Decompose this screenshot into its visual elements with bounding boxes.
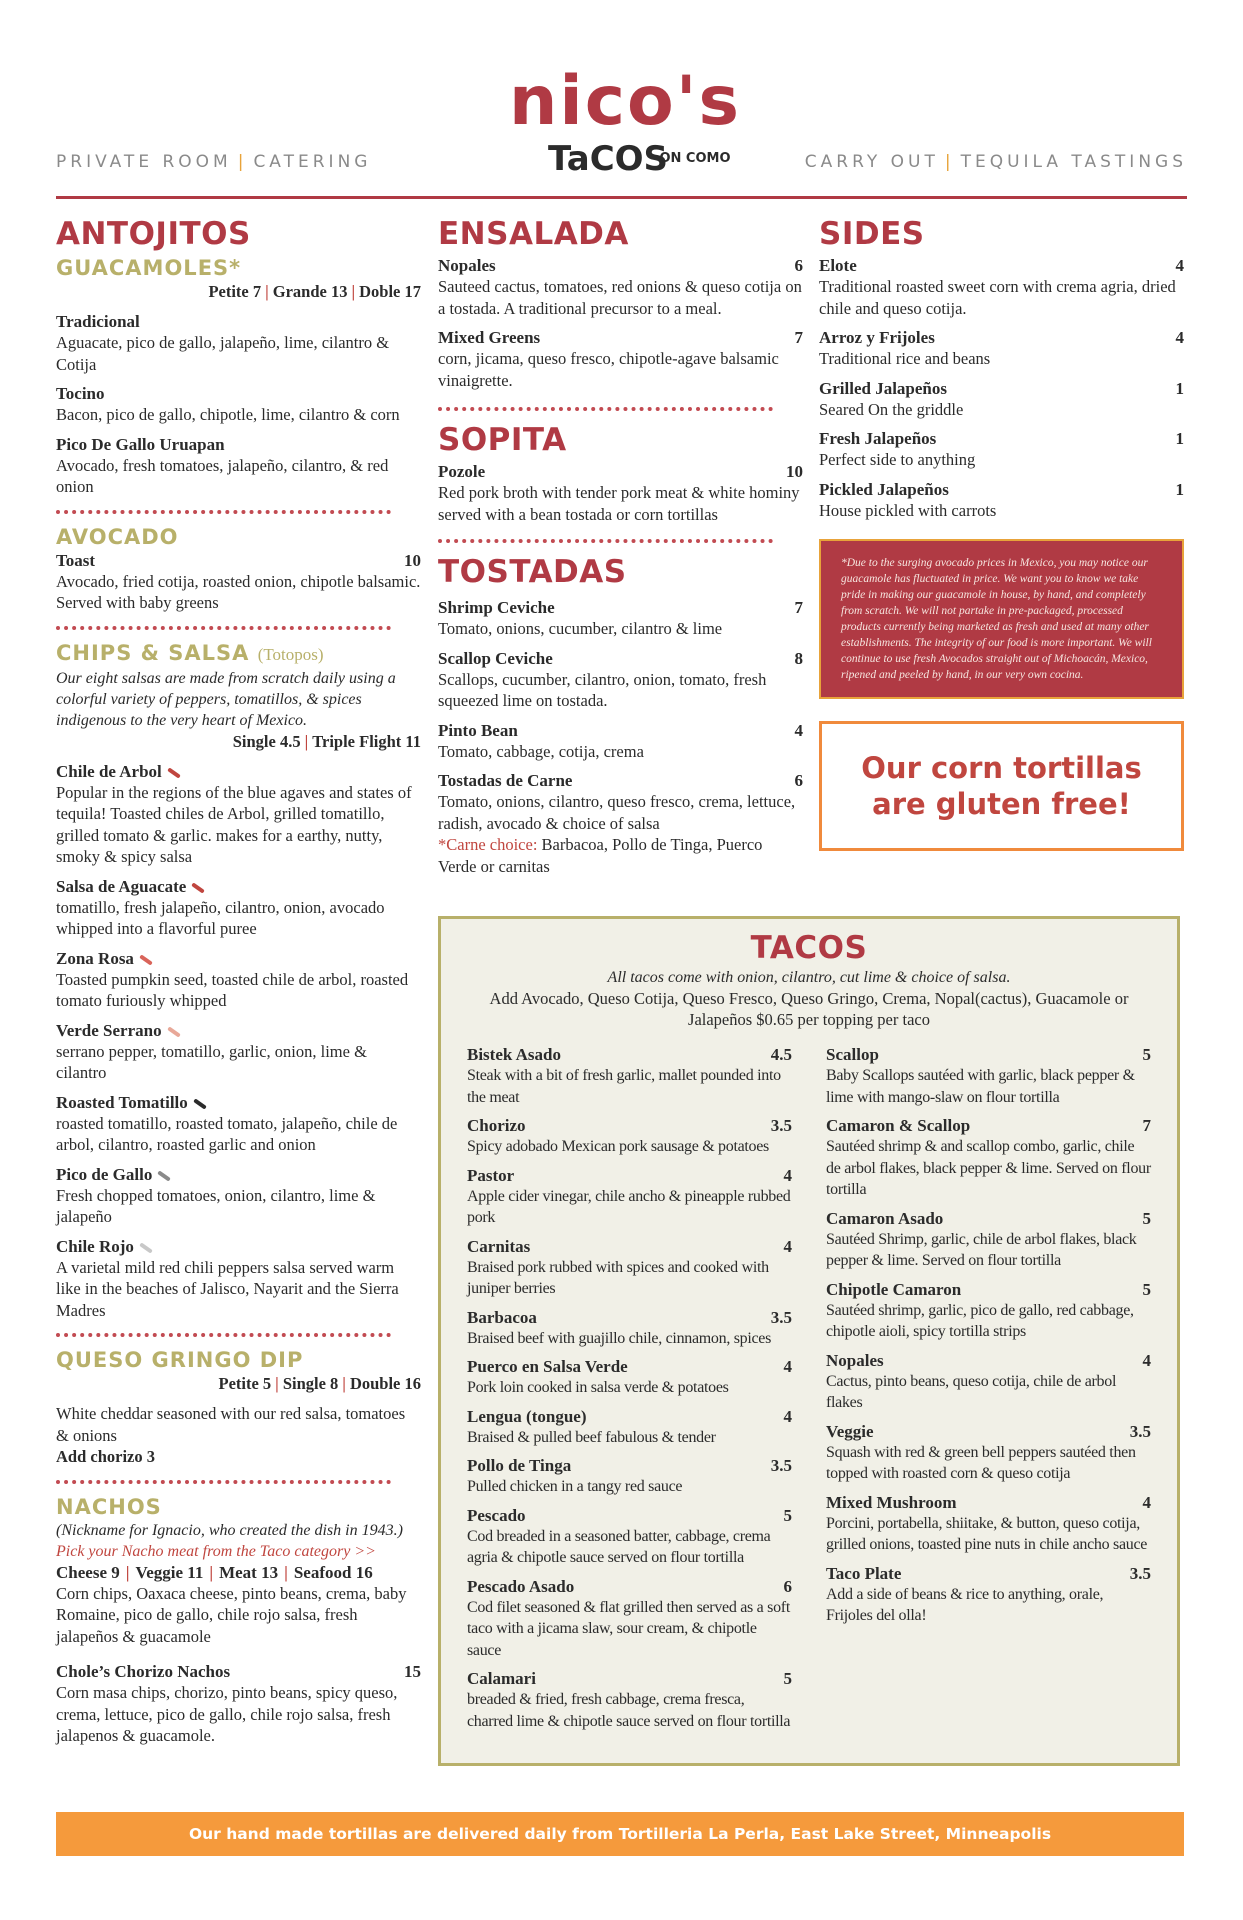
item-desc: serrano pepper, tomatillo, garlic, onion, lime & cilantro bbox=[56, 1041, 367, 1082]
tacos-list-right bbox=[826, 1044, 1151, 1732]
chili-pepper-icon bbox=[139, 1242, 153, 1253]
menu-item bbox=[819, 428, 1184, 471]
chili-pepper-icon bbox=[157, 1170, 171, 1181]
item-price: 5 bbox=[1142, 1279, 1151, 1299]
item-price: 10 bbox=[404, 550, 421, 570]
item-price: 7 bbox=[794, 328, 803, 347]
item-desc: Braised pork rubbed with spices and cooked with juniper berries bbox=[467, 1258, 769, 1297]
item-name: Pastor bbox=[467, 1165, 515, 1185]
item-name: Pickled Jalapeños bbox=[819, 479, 949, 499]
item-price: 4 bbox=[783, 1165, 792, 1185]
menu-item bbox=[56, 948, 421, 1012]
avocado-title: AVOCADO bbox=[56, 524, 179, 549]
item-desc: Spicy adobado Mexican pork sausage & potatoes bbox=[467, 1138, 769, 1155]
dotted-divider bbox=[56, 1333, 391, 1337]
nav-right bbox=[805, 152, 1187, 172]
menu-item bbox=[467, 1236, 792, 1300]
menu-item bbox=[56, 1020, 421, 1084]
logo-sub: TaCOS bbox=[547, 139, 669, 179]
chili-pepper-icon bbox=[167, 1026, 181, 1037]
nachos-note: (Nickname for Ignacio, who created the dish in 1943.) bbox=[56, 1521, 403, 1539]
item-name: Chile de Arbol bbox=[56, 761, 162, 781]
item-desc: Seared On the griddle bbox=[819, 399, 964, 419]
menu-item bbox=[56, 1236, 421, 1322]
item-price: 4 bbox=[1175, 256, 1184, 275]
item-desc: Tomato, onions, cucumber, cilantro & lime bbox=[438, 619, 723, 638]
chili-pepper-icon bbox=[193, 1098, 207, 1109]
item-name: Mixed Greens bbox=[438, 328, 541, 347]
tostadas-title: TOSTADAS bbox=[438, 554, 627, 590]
menu-item bbox=[467, 1165, 792, 1229]
menu-item bbox=[56, 1164, 421, 1228]
menu-item bbox=[826, 1279, 1151, 1343]
chili-pepper-icon bbox=[167, 767, 181, 778]
chips-intro: Our eight salsas are made from scratch daily using a colorful variety of peppers, tomatillos, & spices indigenous to the very heart of Mexico. bbox=[56, 669, 396, 729]
chips-title: CHIPS & SALSA (Totopos) bbox=[56, 640, 324, 665]
menu-item bbox=[467, 1668, 792, 1732]
chips-sizes: Single 4.5 | Triple Flight 11 bbox=[232, 731, 421, 751]
menu-item bbox=[56, 876, 421, 940]
item-desc: Pork loin cooked in salsa verde & potatoes bbox=[467, 1379, 729, 1396]
footer-banner: Our hand made tortillas are delivered daily from Tortilleria La Perla, East Lake Street, Minneapolis bbox=[56, 1812, 1184, 1856]
ensalada-list bbox=[438, 255, 803, 391]
menu-item bbox=[826, 1044, 1151, 1108]
item-price: 5 bbox=[783, 1505, 792, 1525]
item-price: 3.5 bbox=[1129, 1563, 1151, 1583]
item-name: Elote bbox=[819, 256, 857, 275]
item-price: 4 bbox=[1175, 328, 1184, 347]
item-price: 6 bbox=[794, 256, 803, 275]
item-name: Scallop Ceviche bbox=[438, 648, 553, 668]
nachos-title: NACHOS bbox=[56, 1494, 162, 1519]
item-desc: Braised beef with guajillo chile, cinnamon, spices bbox=[467, 1329, 772, 1347]
menu-item bbox=[438, 461, 803, 525]
item-desc: Avocado, fresh tomatoes, jalapeño, cilantro, & red onion bbox=[56, 455, 389, 496]
nav-tequila-tastings[interactable]: TEQUILA TASTINGS bbox=[960, 152, 1187, 172]
item-price: 5 bbox=[783, 1669, 792, 1688]
sides-title: SIDES bbox=[819, 216, 925, 252]
menu-item bbox=[438, 327, 803, 391]
item-name: Calamari bbox=[467, 1669, 536, 1688]
item-desc: Apple cider vinegar, chile ancho & pineapple rubbed pork bbox=[467, 1187, 791, 1226]
item-desc: A varietal mild red chili peppers salsa served warm like in the beaches of Jalisco, Nayarit and the Sierra Madres bbox=[56, 1257, 399, 1320]
item-name: Nopales bbox=[438, 256, 496, 275]
chili-pepper-icon bbox=[139, 954, 153, 965]
menu-item bbox=[819, 255, 1184, 319]
menu-item bbox=[438, 597, 803, 640]
item-name: Nopales bbox=[826, 1350, 884, 1370]
antojitos-title: ANTOJITOS bbox=[56, 216, 251, 252]
menu-item bbox=[56, 1661, 421, 1747]
dotted-divider bbox=[56, 626, 391, 630]
guacamoles-sizes: Petite 7 | Grande 13 | Doble 17 bbox=[208, 282, 421, 301]
item-desc: Tomato, onions, cilantro, queso fresco, crema, lettuce, radish, avocado & choice of salsa bbox=[438, 792, 796, 833]
item-name: Camaron Asado bbox=[826, 1208, 944, 1228]
item-price: 7 bbox=[1142, 1116, 1151, 1135]
dotted-divider bbox=[438, 407, 773, 411]
tacos-section bbox=[438, 916, 1180, 1766]
item-name: Verde Serrano bbox=[56, 1020, 162, 1040]
menu-item bbox=[56, 383, 421, 426]
menu-item bbox=[56, 311, 421, 375]
item-price: 1 bbox=[1175, 479, 1184, 499]
menu-item bbox=[467, 1044, 792, 1108]
item-desc: breaded & fried, fresh cabbage, crema fresca, charred lime & chipotle sauce served on flour tortilla bbox=[467, 1691, 791, 1730]
item-price: 3.5 bbox=[1129, 1421, 1151, 1441]
nav-left bbox=[56, 152, 371, 172]
item-name: Camaron & Scallop bbox=[826, 1116, 971, 1135]
item-price: 6 bbox=[783, 1576, 792, 1596]
menu-item bbox=[826, 1421, 1151, 1485]
menu-item bbox=[826, 1350, 1151, 1414]
item-name: Grilled Jalapeños bbox=[819, 378, 947, 398]
menu-item bbox=[438, 720, 803, 763]
menu-item bbox=[819, 327, 1184, 370]
item-price: 4.5 bbox=[770, 1045, 792, 1064]
item-price: 8 bbox=[794, 648, 803, 668]
column-sides bbox=[819, 215, 1184, 851]
guacamoles-title: GUACAMOLES* bbox=[56, 256, 242, 280]
gluten-free-banner: Our corn tortillas are gluten free! bbox=[819, 721, 1184, 851]
item-price: 5 bbox=[1142, 1045, 1151, 1064]
item-desc: Toasted pumpkin seed, toasted chile de arbol, roasted tomato furiously whipped bbox=[56, 969, 409, 1010]
menu-item bbox=[467, 1406, 792, 1449]
nachos-pick-link[interactable]: Pick your Nacho meat from the Taco category >> bbox=[56, 1542, 376, 1560]
dotted-divider bbox=[56, 1480, 391, 1484]
item-price: 4 bbox=[783, 1236, 792, 1256]
logo-main: nico's bbox=[508, 62, 742, 141]
dotted-divider bbox=[438, 539, 773, 543]
menu-item bbox=[826, 1208, 1151, 1272]
item-desc: corn, jicama, queso fresco, chipotle-agave balsamic vinaigrette. bbox=[438, 349, 779, 390]
item-name: Shrimp Ceviche bbox=[438, 598, 555, 617]
item-price: 5 bbox=[1142, 1208, 1151, 1228]
item-price: 3.5 bbox=[770, 1456, 792, 1475]
item-price: 10 bbox=[786, 462, 803, 481]
item-price: 7 bbox=[794, 598, 803, 617]
menu-item bbox=[467, 1576, 792, 1662]
item-desc: Avocado, fried cotija, roasted onion, chipotle balsamic. Served with baby greens bbox=[56, 571, 421, 612]
item-name: Roasted Tomatillo bbox=[56, 1092, 188, 1112]
chili-pepper-icon bbox=[191, 882, 205, 893]
item-name: Scallop bbox=[826, 1045, 879, 1064]
nachos-sizes: Cheese 9 | Veggie 11 | Meat 13 | Seafood 16 bbox=[56, 1562, 373, 1582]
item-desc: Baby Scallops sautéed with garlic, black pepper & lime with mango-slaw on flour tortilla bbox=[826, 1067, 1135, 1106]
item-desc: Popular in the regions of the blue agaves and states of tequila! Toasted chiles de Arbol, grilled tomatillo, grilled tomato & garlic. makes for a earthy, nutty, smoky & spicy salsa bbox=[56, 782, 412, 866]
menu-item bbox=[56, 550, 421, 614]
item-name: Lengua (tongue) bbox=[467, 1406, 587, 1426]
item-name: Taco Plate bbox=[826, 1563, 902, 1583]
menu-item bbox=[56, 1092, 421, 1156]
item-name: Pico de Gallo bbox=[56, 1164, 153, 1184]
menu-item bbox=[467, 1356, 792, 1399]
avocado-list bbox=[56, 550, 421, 614]
nachos-desc: Corn chips, Oaxaca cheese, pinto beans, crema, baby Romaine, pico de gallo, chile rojo salsa, fresh jalapeños & guacamole bbox=[56, 1583, 407, 1646]
menu-item bbox=[438, 648, 803, 712]
dotted-divider bbox=[56, 510, 391, 514]
item-desc: Squash with red & green bell peppers sautéed then topped with roasted corn & queso cotija bbox=[826, 1443, 1136, 1482]
item-name: Barbacoa bbox=[467, 1307, 537, 1327]
item-name: Pinto Bean bbox=[438, 720, 518, 740]
tacos-title: TACOS bbox=[750, 930, 868, 966]
item-desc: Sautéed shrimp & and scallop combo, garlic, chile de arbol flakes, black pepper & lime. Served on flour tortilla bbox=[826, 1138, 1151, 1198]
item-name: Bistek Asado bbox=[467, 1045, 561, 1064]
salsa-list bbox=[56, 761, 421, 1322]
item-desc: Fresh chopped tomatoes, onion, cilantro, lime & jalapeño bbox=[56, 1185, 376, 1226]
menu-item bbox=[819, 378, 1184, 421]
tacos-list-left bbox=[467, 1044, 792, 1732]
item-name: Pescado Asado bbox=[467, 1576, 575, 1596]
item-name: Arroz y Frijoles bbox=[819, 328, 935, 347]
item-desc: Sautéed Shrimp, garlic, chile de arbol flakes, black pepper & lime. Served on flour tortilla bbox=[826, 1230, 1137, 1269]
item-desc: Corn masa chips, chorizo, pinto beans, spicy queso, crema, lettuce, pico de gallo, chile rojo salsa, fresh jalapenos & guacamole. bbox=[56, 1683, 398, 1745]
sopita-title: SOPITA bbox=[438, 422, 567, 458]
menu-item bbox=[56, 761, 421, 868]
menu-item bbox=[467, 1505, 792, 1569]
tacos-intro: All tacos come with onion, cilantro, cut lime & choice of salsa. Add Avocado, Queso Cotija, Queso Fresco, Queso Gringo, Crema, Nopal(cactus), Guacamole or Jalapeños $0.65 per topping per taco bbox=[489, 969, 1129, 1029]
item-desc: Cod breaded in a seasoned batter, cabbage, crema agria & chipotle sauce served on flour tortilla bbox=[467, 1527, 771, 1566]
item-desc: Scallops, cucumber, cilantro, onion, tomato, fresh squeezed lime on tostada. bbox=[438, 669, 767, 710]
item-price: 1 bbox=[1175, 429, 1184, 448]
column-antojitos bbox=[56, 215, 421, 1747]
item-name: Tostadas de Carne bbox=[438, 771, 573, 790]
avocado-price-note: *Due to the surging avocado prices in Mexico, you may notice our guacamole has fluctuated in price. We want you to know we take pride in making our guacamole in house, by hand, and completely from scratch. We will not partake in pre-packaged, processed products currently being marketed as fresh and used at many other establishments. The integrity of our food is more important. We will continue to use fresh Avocados straight out of Michoacán, Mexico, ripened and peeled by hand, in our very own cocina. bbox=[819, 539, 1184, 699]
item-name: Pollo de Tinga bbox=[467, 1456, 572, 1475]
item-desc: Traditional roasted sweet corn with crema agria, dried chile and queso cotija. bbox=[819, 277, 1176, 318]
item-name: Pescado bbox=[467, 1505, 526, 1525]
sides-list bbox=[819, 255, 1184, 521]
header-rule bbox=[56, 196, 1187, 199]
item-desc: Bacon, pico de gallo, chipotle, lime, cilantro & corn bbox=[56, 405, 400, 424]
item-name: Mixed Mushroom bbox=[826, 1492, 957, 1512]
column-ensalada bbox=[438, 215, 803, 877]
item-price: 6 bbox=[794, 771, 803, 790]
queso-sizes: Petite 5 | Single 8 | Double 16 bbox=[218, 1374, 421, 1393]
item-name: Tocino bbox=[56, 384, 105, 403]
item-desc: Red pork broth with tender pork meat & white hominy served with a bean tostada or corn tortillas bbox=[438, 483, 800, 524]
menu-item bbox=[438, 770, 803, 834]
nav-separator: | bbox=[237, 152, 248, 172]
menu-item bbox=[467, 1455, 792, 1498]
item-name: Salsa de Aguacate bbox=[56, 876, 187, 896]
item-name: Chile Rojo bbox=[56, 1236, 134, 1256]
item-desc: roasted tomatillo, roasted tomato, jalapeño, chile de arbol, cilantro, roasted garlic and onion bbox=[56, 1113, 398, 1154]
menu-item bbox=[467, 1115, 792, 1158]
item-price: 4 bbox=[794, 720, 803, 740]
item-price: 1 bbox=[1175, 378, 1184, 398]
guacamoles-list bbox=[56, 311, 421, 498]
item-desc: tomatillo, fresh jalapeño, cilantro, onion, avocado whipped into a flavorful puree bbox=[56, 897, 385, 938]
item-desc: Add a side of beans & rice to anything, orale, Frijoles del olla! bbox=[826, 1585, 1104, 1624]
item-desc: Braised & pulled beef fabulous & tender bbox=[467, 1428, 716, 1446]
item-desc: Steak with a bit of fresh garlic, mallet pounded into the meat bbox=[467, 1067, 781, 1106]
item-desc: Pulled chicken in a tangy red sauce bbox=[467, 1478, 683, 1495]
menu-item bbox=[819, 479, 1184, 522]
item-desc: Cactus, pinto beans, queso cotija, chile de arbol flakes bbox=[826, 1372, 1117, 1411]
queso-desc: White cheddar seasoned with our red salsa, tomatoes & onions bbox=[56, 1404, 406, 1445]
item-desc: Traditional rice and beans bbox=[819, 349, 991, 368]
item-name: Tradicional bbox=[56, 312, 140, 331]
nav-private-room[interactable]: PRIVATE ROOM bbox=[56, 152, 232, 172]
queso-title: QUESO GRINGO DIP bbox=[56, 1348, 304, 1372]
ensalada-title: ENSALADA bbox=[438, 216, 629, 252]
item-price: 3.5 bbox=[770, 1116, 792, 1135]
item-price: 4 bbox=[783, 1357, 792, 1376]
nav-carry-out[interactable]: CARRY OUT bbox=[804, 152, 939, 172]
menu-item bbox=[826, 1115, 1151, 1201]
item-name: Pico De Gallo Uruapan bbox=[56, 434, 225, 454]
item-name: Veggie bbox=[826, 1421, 874, 1441]
sopita-list bbox=[438, 461, 803, 525]
item-name: Carnitas bbox=[467, 1236, 531, 1256]
menu-item bbox=[467, 1307, 792, 1350]
item-price: 15 bbox=[404, 1662, 421, 1681]
item-desc: Porcini, portabella, shiitake, & button, queso cotija, grilled onions, toasted pine nuts in chile ancho sauce bbox=[826, 1514, 1148, 1553]
item-price: 4 bbox=[1142, 1350, 1151, 1370]
nav-catering[interactable]: CATERING bbox=[253, 152, 372, 172]
item-price: 4 bbox=[783, 1406, 792, 1426]
tostadas-list bbox=[438, 597, 803, 834]
item-price: 4 bbox=[1142, 1492, 1151, 1512]
item-desc: Sautéed shrimp, garlic, pico de gallo, red cabbage, chipotle aioli, spicy tortilla strips bbox=[826, 1301, 1134, 1340]
logo-sub-small: ON COMO bbox=[659, 151, 731, 166]
menu-item bbox=[826, 1563, 1151, 1627]
nicos-logo bbox=[490, 62, 760, 182]
item-name: Chipotle Camaron bbox=[826, 1279, 962, 1299]
carne-choice: *Carne choice: Barbacoa, Pollo de Tinga, Puerco Verde or carnitas bbox=[438, 835, 763, 876]
item-desc: Aguacate, pico de gallo, jalapeño, lime, cilantro & Cotija bbox=[56, 333, 390, 374]
nav-separator: | bbox=[944, 152, 955, 172]
item-name: Toast bbox=[56, 550, 96, 570]
item-desc: Sauteed cactus, tomatoes, red onions & queso cotija on a tostada. A traditional precursor to a meal. bbox=[438, 277, 802, 318]
item-name: Pozole bbox=[438, 462, 486, 481]
menu-item bbox=[826, 1492, 1151, 1556]
queso-addon: Add chorizo 3 bbox=[56, 1447, 155, 1466]
item-price: 3.5 bbox=[770, 1307, 792, 1327]
item-name: Fresh Jalapeños bbox=[819, 429, 937, 448]
item-desc: House pickled with carrots bbox=[819, 500, 997, 520]
item-desc: Cod filet seasoned & flat grilled then served as a soft taco with a jicama slaw, sour cream, & chipotle sauce bbox=[467, 1598, 790, 1659]
item-name: Chorizo bbox=[467, 1116, 526, 1135]
menu-item bbox=[56, 434, 421, 498]
item-name: Chole’s Chorizo Nachos bbox=[56, 1662, 231, 1681]
item-desc: Tomato, cabbage, cotija, crema bbox=[438, 741, 644, 761]
item-name: Puerco en Salsa Verde bbox=[467, 1357, 628, 1376]
item-name: Zona Rosa bbox=[56, 948, 134, 968]
menu-item bbox=[438, 255, 803, 319]
item-desc: Perfect side to anything bbox=[819, 450, 976, 469]
